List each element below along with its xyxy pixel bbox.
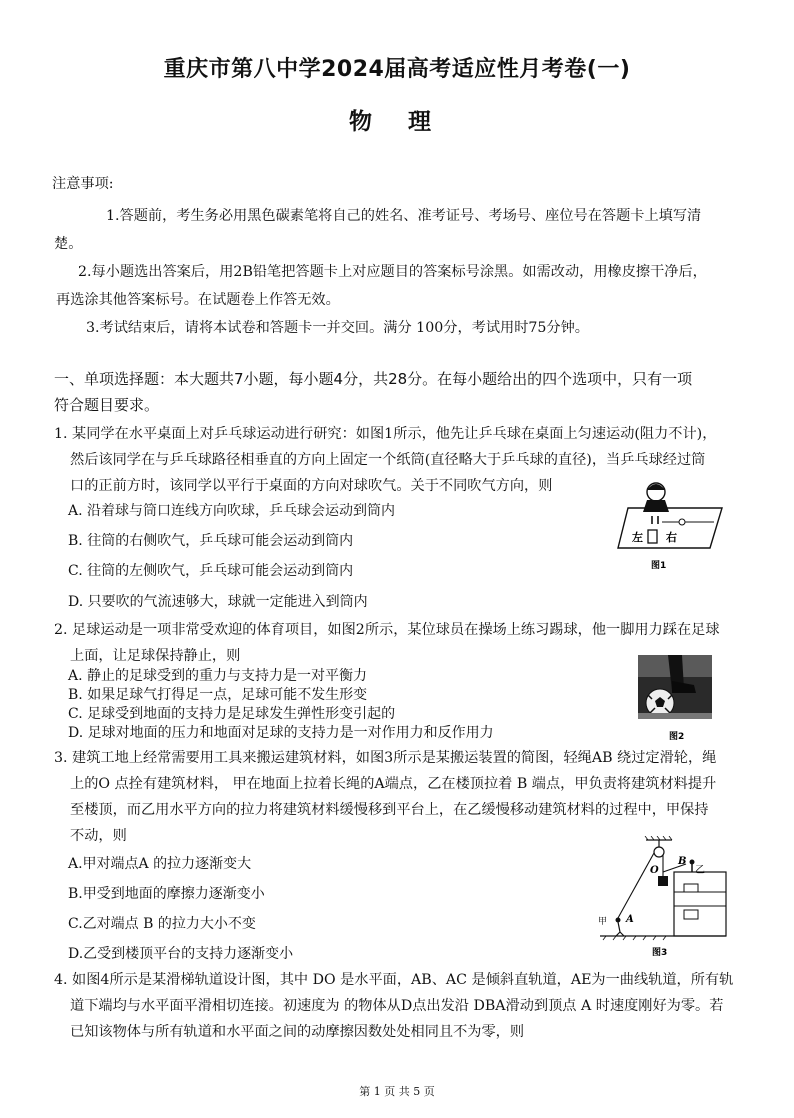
fig3-label-jia: 甲 (598, 917, 608, 927)
q3-stem: 至楼顶，而乙用水平方向的拉力将建筑材料缓慢移到平台上，在乙缓慢移动建筑材料的过程中，甲保持 (70, 802, 709, 818)
fig1-left-label: 左 (632, 531, 643, 544)
q1-stem: 然后该同学在与乒乓球路径相垂直的方向上固定一个纸筒(直径略大于乒乓球的直径)，当乒乓球经过筒 (70, 452, 706, 468)
q4-stem: 4. 如图4所示是某滑梯轨道设计图，其中 DO 是水平面，AB、AC 是倾斜直轨道，AE为一曲线轨道，所有轨 (54, 972, 734, 988)
note-line: 再选涂其他答案标号。在试题卷上作答无效。 (56, 292, 340, 308)
note-line: 2.每小题选出答案后，用2B铅笔把答题卡上对应题目的答案标号涂黑。如需改动，用橡皮擦干净后， (78, 264, 707, 280)
q1-option-a: A. 沿着球与筒口连线方向吹球，乒乓球会运动到筒内 (68, 503, 396, 519)
q3-option-d: D.乙受到楼顶平台的支持力逐渐变小 (68, 946, 294, 962)
q1-option-c: C. 往筒的左侧吹气，乒乓球可能会运动到筒内 (68, 563, 354, 579)
fig3-label-a: A (626, 914, 634, 925)
q4-stem: 已知该物体与所有轨道和水平面之间的动摩擦因数处处相同且不为零，则 (70, 1024, 525, 1040)
q1-option-d: D. 只要吹的气流速够大，球就一定能进入到筒内 (68, 594, 368, 610)
q3-stem: 3. 建筑工地上经常需要用工具来搬运建筑材料，如图3所示是某搬运装置的简图，轻绳AB 绕过定滑轮，绳 (54, 750, 717, 766)
figure-2-caption: 图2 (669, 732, 685, 742)
q2-option-b: B. 如果足球气打得足一点，足球可能不发生形变 (68, 687, 368, 703)
note-line: 3.考试结束后，请将本试卷和答题卡一并交回。满分 100分，考试用时75分钟。 (86, 320, 589, 336)
q4-stem: 道下端均与水平面平滑相切连接。初速度为 的物体从D点出发沿 DBA滑动到顶点 A 时速度刚好为零。若 (70, 998, 724, 1014)
page-footer: 第 1 页 共 5 页 (359, 1085, 435, 1098)
q1-stem: 口的正前方时，该同学以平行于桌面的方向对球吹气。关于不同吹气方向，则 (70, 478, 553, 494)
note-line: 楚。 (54, 236, 83, 252)
q2-stem: 2. 足球运动是一项非常受欢迎的体育项目，如图2所示，某位球员在操场上练习踢球，他一脚用力踩在足球 (54, 622, 720, 638)
q3-option-a: A.甲对端点A 的拉力逐渐变大 (68, 856, 252, 872)
fig3-label-yi: 乙 (695, 865, 705, 876)
note-line: 1.答题前，考生务必用黑色碳素笔将自己的姓名、准考证号、考场号、座位号在答题卡上填写清 (106, 208, 702, 224)
figure-3-caption: 图3 (652, 948, 668, 958)
q3-stem: 上的O 点拴有建筑材料， 甲在地面上拉着长绳的A端点，乙在楼顶拉着 B 端点，甲负责将建筑材料提升 (70, 776, 717, 792)
q3-option-c: C.乙对端点 B 的拉力大小不变 (68, 916, 256, 932)
q3-stem: 不动，则 (70, 828, 127, 844)
q2-stem: 上面，让足球保持静止，则 (70, 648, 241, 664)
notes-heading: 注意事项: (52, 176, 114, 192)
q2-option-a: A. 静止的足球受到的重力与支持力是一对平衡力 (68, 668, 368, 684)
figure-3 (596, 836, 728, 960)
figure-2-photo (638, 655, 714, 747)
q1-option-b: B. 往筒的右侧吹气，乒乓球可能会运动到筒内 (68, 533, 354, 549)
q3-option-b: B.甲受到地面的摩擦力逐渐变小 (68, 886, 265, 902)
section-heading: 一、单项选择题：本大题共7小题，每小题4分，共28分。在每小题给出的四个选项中，只有一项 (54, 370, 693, 388)
q2-option-c: C. 足球受到地面的支持力是足球发生弹性形变引起的 (68, 706, 396, 722)
figure-1-caption: 图1 (651, 561, 667, 571)
q1-stem: 1. 某同学在水平桌面上对乒乓球运动进行研究：如图1所示，他先让乒乓球在桌面上匀速运动(阻力不计)， (54, 426, 717, 442)
fig1-right-label: 右 (666, 531, 677, 544)
subject-title: 物 理 (348, 109, 445, 135)
exam-title: 重庆市第八中学2024届高考适应性月考卷(一) (163, 57, 631, 82)
fig3-label-b: B (678, 856, 687, 867)
q2-option-d: D. 足球对地面的压力和地面对足球的支持力是一对作用力和反作用力 (68, 725, 494, 741)
section-heading-cont: 符合题目要求。 (54, 396, 160, 414)
fig3-label-o: O (650, 865, 659, 876)
figure-1 (614, 478, 724, 578)
